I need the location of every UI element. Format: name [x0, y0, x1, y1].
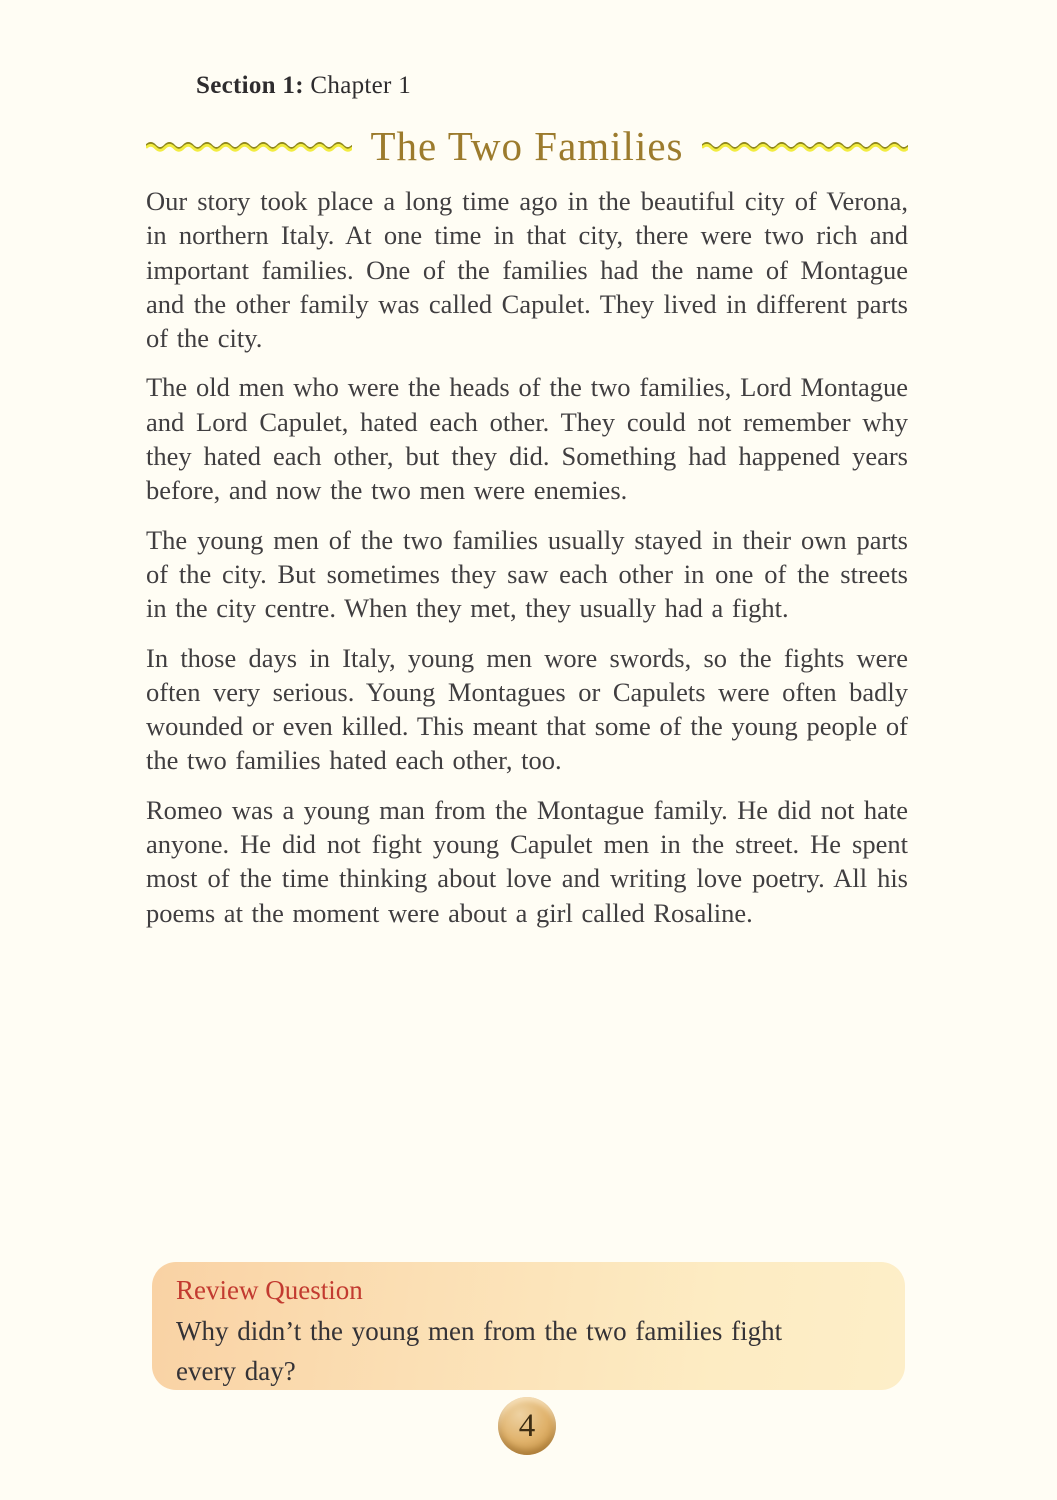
title-flourish-left-icon: [146, 140, 352, 152]
page-number-badge: [498, 1397, 556, 1455]
review-question-heading: Review Question: [176, 1275, 363, 1305]
review-question-box: [152, 1262, 905, 1390]
story-paragraph: Romeo was a young man from the Montague family. He did not hate anyone. He did not fight young Capulet men in the street. He spent most of the time thinking about love and writing love poetry. All his poems at the moment were about a girl called Rosaline.: [146, 794, 908, 928]
page-title: The Two Families: [370, 123, 684, 169]
page-number: 4: [518, 1407, 536, 1444]
story-paragraph: In those days in Italy, young men wore swords, so the fights were often very serious. Young Montagues or Capulets were often badly wounded or even killed. This meant that some of the young people of the two families hated each other, too.: [146, 642, 908, 776]
title-flourish-right-icon: [702, 140, 908, 152]
story-paragraph: The old men who were the heads of the two families, Lord Montague and Lord Capulet, hated each other. They could not remember why they hated each other, but they did. Something had happened years before, and now the two men were enemies.: [146, 372, 908, 506]
chapter-title-row: [146, 118, 908, 174]
chapter-label: Chapter 1: [310, 72, 412, 99]
story-text: [146, 184, 908, 945]
section-header: [196, 72, 411, 100]
section-label: Section 1:: [196, 72, 304, 99]
review-question-text: Why didn’t the young men from the two families fight every day?: [176, 1316, 783, 1386]
story-paragraph: Our story took place a long time ago in the beautiful city of Verona, in northern Italy. At one time in that city, there were two rich and important families. One of the families had the name of Montague and the other family was called Capulet. They lived in different parts of the city.: [146, 186, 908, 354]
story-paragraph: The young men of the two families usually stayed in their own parts of the city. But sometimes they saw each other in one of the streets in the city centre. When they met, they usually had a fight.: [146, 524, 908, 624]
